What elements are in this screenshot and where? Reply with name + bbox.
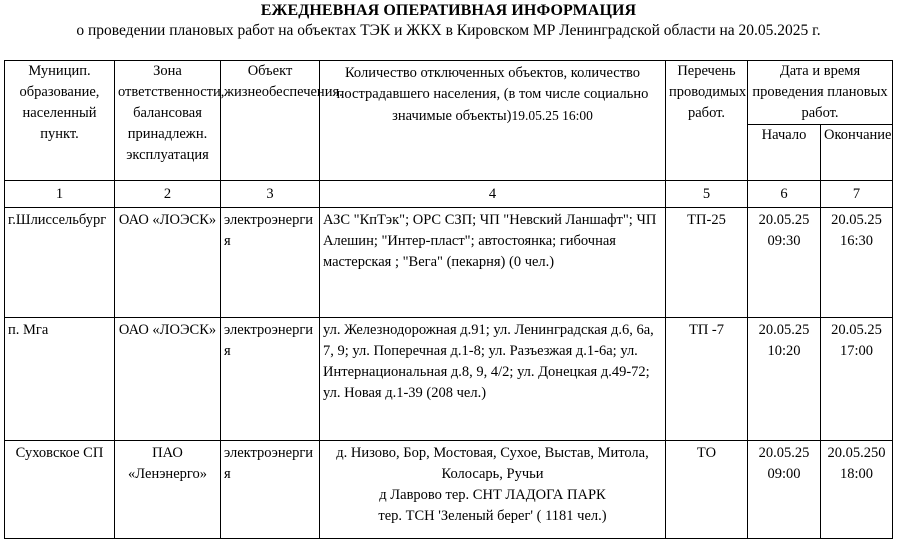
column-number: 2: [115, 181, 221, 208]
header-affected: [320, 61, 666, 181]
planned-works-table: [4, 60, 893, 539]
header-affected-main: Количество отключенных объектов, количество пострадавшего населения, (в том числе социально значимые объекты): [336, 65, 649, 124]
end-time: 18:00: [839, 466, 874, 482]
cell-start: [748, 208, 821, 318]
cell-end: [821, 318, 893, 441]
cell-end: [821, 441, 893, 539]
cell-object: электроэнергия: [221, 441, 320, 539]
column-number: 3: [221, 181, 320, 208]
cell-affected: [320, 441, 666, 539]
cell-object: электроэнергия: [221, 318, 320, 441]
document-subtitle: о проведении плановых работ на объектах ТЭК и ЖКХ в Кировском МР Ленинградской области на 20.05.2025 г.: [76, 22, 821, 39]
header-affected-date: 19.05.25 16:00: [511, 108, 593, 123]
cell-zone: ПАО «Ленэнерго»: [115, 441, 221, 539]
cell-zone: ОАО «ЛОЭСК»: [115, 318, 221, 441]
header-zone: Зона ответственности, балансовая принадлежн. эксплуатация: [115, 61, 221, 181]
start-time: 09:00: [767, 466, 801, 482]
document-title: ЕЖЕДНЕВНАЯ ОПЕРАТИВНАЯ ИНФОРМАЦИЯ: [260, 2, 637, 19]
table-row: [5, 318, 893, 441]
cell-object: электроэнергия: [221, 208, 320, 318]
start-date: 20.05.25: [758, 322, 810, 338]
column-number: 5: [666, 181, 748, 208]
cell-affected: АЗС "КпТэк"; ОРС СЗП; ЧП "Невский Ланшафт"; ЧП Алешин; "Интер-пласт"; автостоянка; гибочная мастерская ; "Вега" (пекарня) (0 чел.): [320, 208, 666, 318]
start-date: 20.05.25: [758, 445, 810, 461]
start-date: 20.05.25: [758, 212, 810, 228]
header-municipality: Муницип. образование, населенный пункт.: [5, 61, 115, 181]
cell-start: [748, 318, 821, 441]
header-works: Перечень проводимых работ.: [666, 61, 748, 181]
header-end: Окончание: [821, 125, 893, 181]
end-date: 20.05.250: [827, 445, 886, 461]
column-number: 1: [5, 181, 115, 208]
affected-line: тер. ТСН 'Зеленый берег' ( 1181 чел.): [378, 508, 607, 524]
cell-affected: ул. Железнодорожная д.91; ул. Ленинградская д.6, 6а, 7, 9; ул. Поперечная д.1-8; ул. Разъезжая д.1-6а; ул. Интернациональная д.8, 9, 4/2; ул. Донецкая д.49-72; ул. Новая д.1-39 (208 чел.): [320, 318, 666, 441]
cell-end: [821, 208, 893, 318]
cell-place: Суховское СП: [5, 441, 115, 539]
cell-start: [748, 441, 821, 539]
column-number: 7: [821, 181, 893, 208]
cell-zone: ОАО «ЛОЭСК»: [115, 208, 221, 318]
start-time: 09:30: [767, 233, 801, 249]
cell-place: п. Мга: [5, 318, 115, 441]
header-start: Начало: [748, 125, 821, 181]
end-date: 20.05.25: [831, 212, 882, 228]
start-time: 10:20: [767, 343, 801, 359]
table-row: [5, 441, 893, 539]
end-time: 17:00: [839, 343, 874, 359]
table-row: [5, 208, 893, 318]
end-date: 20.05.25: [831, 322, 882, 338]
header-object: Объект жизнеобеспечения.: [221, 61, 320, 181]
affected-line: д Лаврово тер. СНТ ЛАДОГА ПАРК: [379, 487, 606, 503]
cell-place: г.Шлиссельбург: [5, 208, 115, 318]
end-time: 16:30: [839, 233, 874, 249]
header-datetime: Дата и время проведения плановых работ.: [748, 61, 893, 125]
column-numbers-row: [5, 181, 893, 208]
cell-works: ТП-25: [666, 208, 748, 318]
affected-line: д. Низово, Бор, Мостовая, Сухое, Выстав, Митола, Колосарь, Ручьи: [336, 445, 649, 482]
cell-works: ТО: [666, 441, 748, 539]
cell-works: ТП -7: [666, 318, 748, 441]
column-number: 4: [320, 181, 666, 208]
column-number: 6: [748, 181, 821, 208]
